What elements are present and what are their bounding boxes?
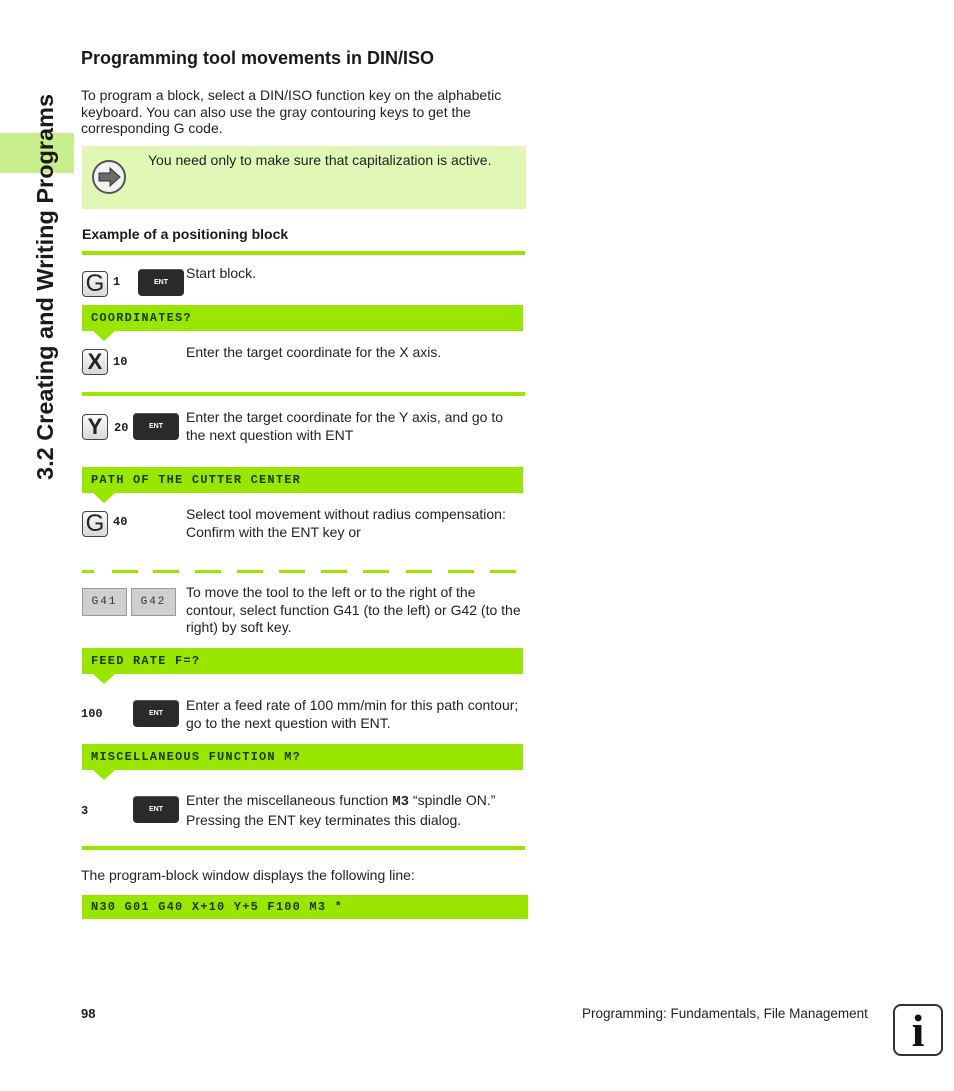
prompt-arrow bbox=[93, 331, 115, 341]
prompt-arrow bbox=[93, 674, 115, 684]
g-key[interactable]: G bbox=[82, 271, 108, 297]
program-block-line: N30 G01 G40 X+10 Y+5 F100 M3 * bbox=[82, 895, 528, 919]
x-key[interactable]: X bbox=[82, 349, 108, 375]
step-value: 100 bbox=[81, 707, 103, 721]
step-description: Enter a feed rate of 100 mm/min for this path contour; go to the next question with ENT. bbox=[186, 697, 519, 731]
step-description: Enter the target coordinate for the Y axis, and go to the next question with ENT bbox=[186, 409, 504, 443]
softkey-g42[interactable]: G42 bbox=[131, 588, 176, 616]
divider bbox=[82, 392, 525, 396]
ent-key[interactable]: ENT bbox=[133, 700, 179, 727]
code-m3: M3 bbox=[392, 794, 410, 810]
step-description: Enter the target coordinate for the X axis. bbox=[186, 344, 442, 360]
step-value: 1 bbox=[113, 275, 121, 289]
dialog-prompt-bar: MISCELLANEOUS FUNCTION M? bbox=[82, 744, 523, 770]
step-description: Enter the miscellaneous function M3 “spindle ON.” Pressing the ENT key terminates this dialog. bbox=[186, 792, 496, 828]
chapter-side-title: 3.2 Creating and Writing Programs bbox=[32, 93, 58, 480]
step-description: To move the tool to the left or to the right of the contour, select function G41 (to the left) or G42 (to the right) by soft key. bbox=[186, 584, 521, 635]
prompt-arrow bbox=[93, 770, 115, 780]
info-icon: i bbox=[893, 1004, 943, 1056]
dialog-prompt-bar: COORDINATES? bbox=[82, 305, 523, 331]
step-value: 10 bbox=[113, 355, 128, 369]
result-text: The program-block window displays the following line: bbox=[81, 867, 415, 883]
y-key[interactable]: Y bbox=[82, 414, 108, 440]
step-value: 40 bbox=[113, 515, 128, 529]
dialog-prompt-bar: PATH OF THE CUTTER CENTER bbox=[82, 467, 523, 493]
ent-key[interactable]: ENT bbox=[133, 413, 179, 440]
page-number: 98 bbox=[81, 1006, 96, 1021]
prompt-arrow bbox=[93, 493, 115, 503]
dialog-prompt-bar: FEED RATE F=? bbox=[82, 648, 523, 674]
note-text: You need only to make sure that capitalization is active. bbox=[148, 152, 492, 168]
step-description: Start block. bbox=[186, 265, 257, 281]
g-key[interactable]: G bbox=[82, 511, 108, 537]
step-description: Select tool movement without radius compensation: Confirm with the ENT key or bbox=[186, 506, 506, 540]
footer-title: Programming: Fundamentals, File Management bbox=[582, 1006, 868, 1021]
ent-key[interactable]: ENT bbox=[138, 269, 184, 296]
arrow-right-icon bbox=[92, 160, 126, 194]
dashed-divider bbox=[82, 570, 94, 573]
step-value: 20 bbox=[114, 421, 129, 435]
divider bbox=[82, 846, 525, 850]
section-heading: Programming tool movements in DIN/ISO bbox=[81, 48, 435, 68]
divider bbox=[82, 251, 525, 255]
intro-paragraph: To program a block, select a DIN/ISO function key on the alphabetic keyboard. You can also use the gray contouring keys to get the corresponding G code. bbox=[81, 87, 502, 136]
ent-key[interactable]: ENT bbox=[133, 796, 179, 823]
softkey-g41[interactable]: G41 bbox=[82, 588, 127, 616]
step-value: 3 bbox=[81, 804, 89, 818]
example-heading: Example of a positioning block bbox=[82, 226, 289, 242]
